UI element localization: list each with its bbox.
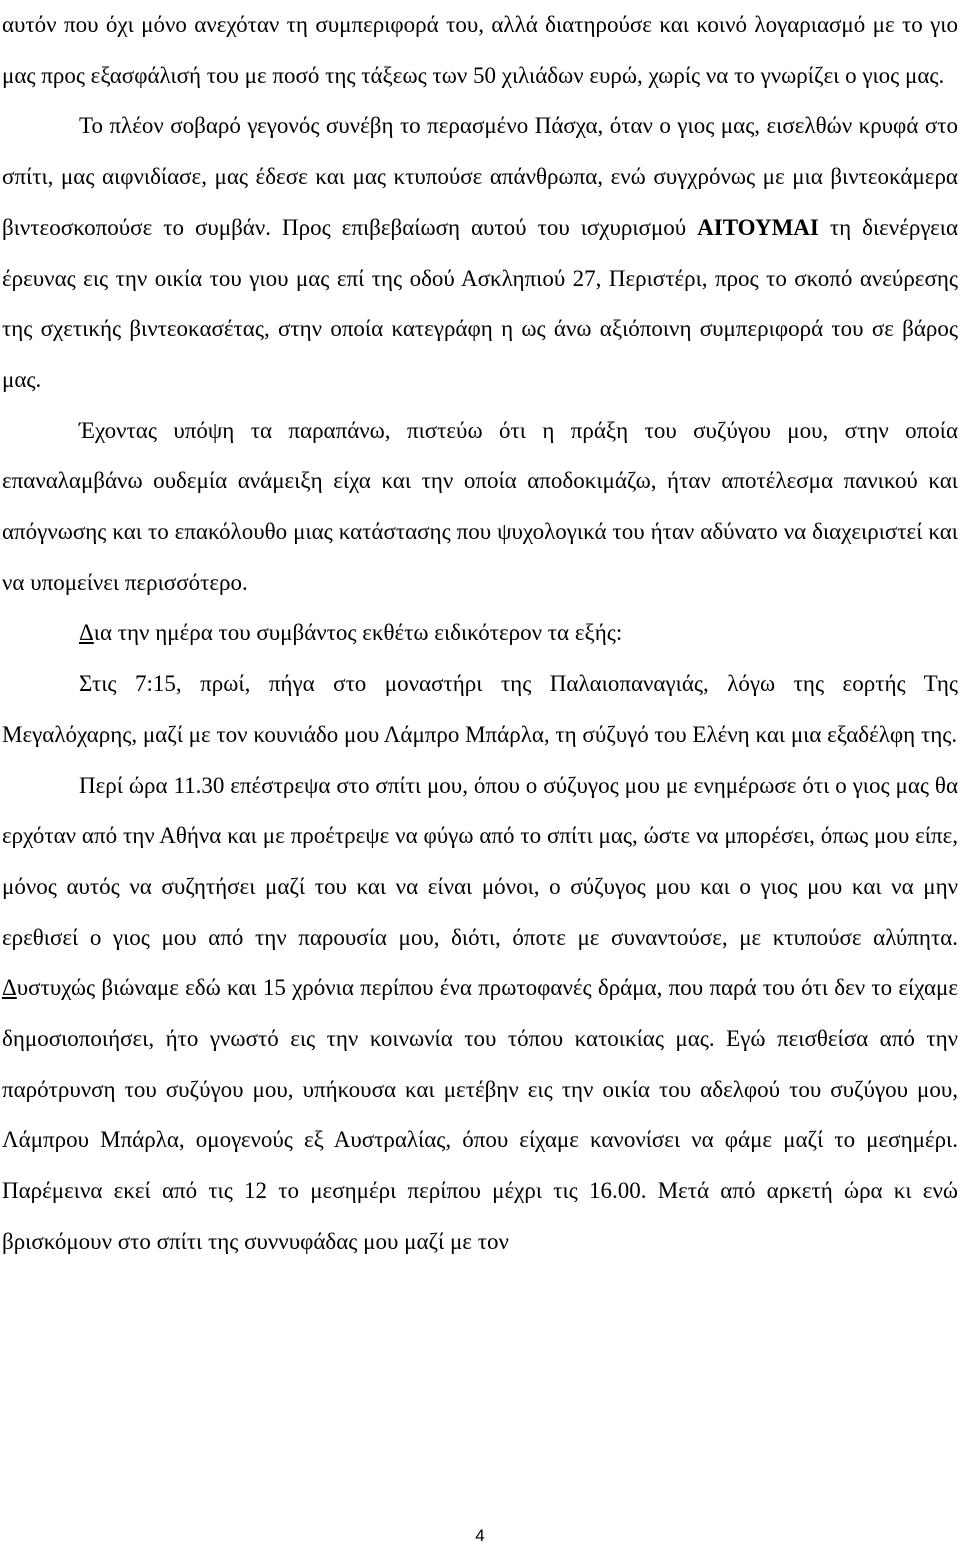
text-segment: ια την ημέρα του συμβάντος εκθέτω ειδικότερον τα εξής: [93, 620, 623, 646]
text-segment: Στις 7:15, πρωί, πήγα στο μοναστήρι της Παλαιοπαναγιάς, λόγω της εορτής Της Μεγαλόχαρης, μαζί με τον κουνιάδο μου Λάμπρο Μπάρλα, τη σύζυγό του Ελένη και μια εξαδέλφη της. [2, 671, 958, 747]
text-segment: τη διενέργεια έρευνας εις την οικία του γιου μας επί της οδού Ασκληπιού 27, Περιστέρι, προς το σκοπό ανεύρεσης της σχετικής βιντεοκασέτας, στην οποία κατεγράφη η ως άνω αξιόποινη συμπεριφορά του σε βάρος μας. [2, 214, 958, 392]
body-text [2, 0, 958, 1268]
text-segment: Έχοντας υπόψη τα παραπάνω, πιστεύω ότι η πράξη του συζύγου μου, στην οποία επαναλαμβάνω ουδεμία ανάμειξη είχα και την οποία αποδοκιμάζω, ήταν αποτέλεσμα πανικού και απόγνωσης και το επακόλουθο μιας κατάστασης που ψυχολογικά του ήταν αδύνατο να διαχειριστεί και να υπομείνει περισσότερο. [2, 417, 958, 595]
paragraph [2, 761, 958, 1268]
paragraph [2, 406, 958, 609]
paragraph [2, 101, 958, 405]
text-segment: υστυχώς βιώναμε εδώ και 15 χρόνια περίπου ένα πρωτοφανές δράμα, που παρά του ότι δεν το είχαμε δημοσιοποιήσει, ήτο γνωστό εις την κοινωνία του τόπου κατοικίας μας. Εγώ πεισθείσα από την παρότρυνση του συζύγου μου, υπήκουσα και μετέβην εις την οικία του αδελφού του συζύγου μου, Λάμπρου Μπάρλα, ομογενούς εξ Αυστραλίας, όπου είχαμε κανονίσει να φάμε μαζί το μεσημέρι. Παρέμεινα εκεί από τις 12 το μεσημέρι περίπου μέχρι τις 16.00. Μετά από αρκετή ώρα κι ενώ βρισκόμουν στο σπίτι της συννυφάδας μου μαζί με τον [2, 975, 958, 1254]
bold-text: ΑΙΤΟΥΜΑΙ [697, 214, 819, 240]
text-segment: Περί ώρα 11.30 επέστρεψα στο σπίτι μου, όπου ο σύζυγος μου με ενημέρωσε ότι ο γιος μας θα ερχόταν από την Αθήνα και με προέτρεψε να φύγω από το σπίτι μας, ώστε να μπορέσει, όπως μου είπε, μόνος αυτός να συζητήσει μαζί του και να είναι μόνοι, ο σύζυγος μου και ο γιος μου και να μην ερεθισεί ο γιος μου από την παρουσία μου, διότι, όποτε με συναντούσε, με κτυπούσε αλύπητα. [2, 772, 958, 950]
page-number: 4 [475, 1526, 485, 1545]
underlined-text: Δ [79, 620, 94, 646]
paragraph [2, 659, 958, 760]
text-segment: Το πλέον σοβαρό γεγονός συνέβη το περασμένο Πάσχα, όταν ο γιος μας, εισελθών κρυφά στο σπίτι, μας αιφνιδίασε, μας έδεσε και μας κτυπούσε απάνθρωπα, ενώ συγχρόνως με μια βιντεοκάμερα βιντεοσκοπούσε το συμβάν. Προς επιβεβαίωση αυτού του ισχυρισμού [2, 113, 958, 240]
text-segment: αυτόν που όχι μόνο ανεχόταν τη συμπεριφορά του, αλλά διατηρούσε και κοινό λογαριασμό με το γιο μας προς εξασφάλισή του με ποσό της τάξεως των 50 χιλιάδων ευρώ, χωρίς να το γνωρίζει ο γιος μας. [2, 12, 958, 88]
paragraph [2, 0, 958, 101]
paragraph [2, 608, 958, 659]
underlined-text: Δ [2, 975, 17, 1001]
